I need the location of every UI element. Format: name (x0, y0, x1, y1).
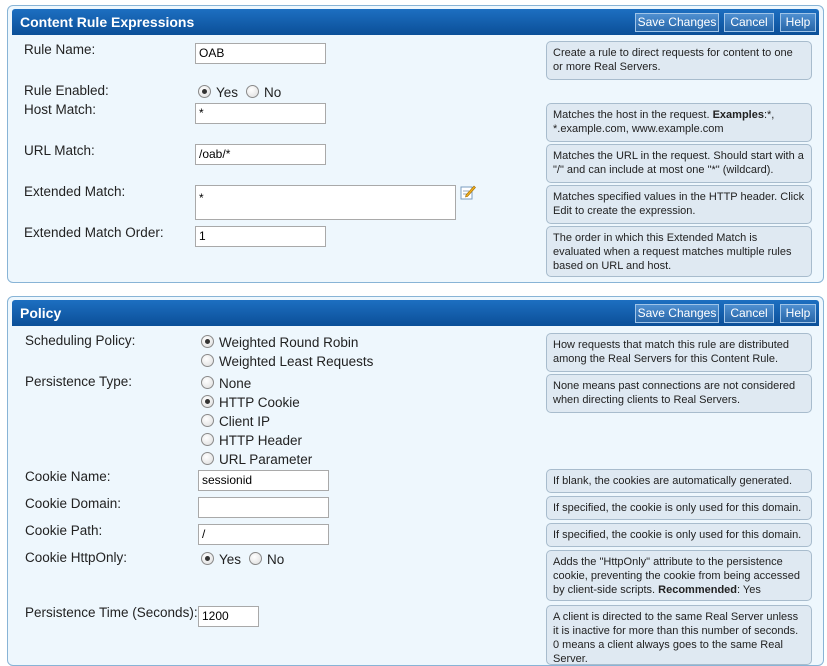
radio-unchecked-icon (249, 552, 262, 565)
host-match-input[interactable]: * (195, 103, 326, 124)
cookie-path-input[interactable]: / (198, 524, 329, 545)
persistence-option-url-parameter[interactable]: URL Parameter (201, 452, 312, 467)
radio-unchecked-icon (201, 376, 214, 389)
persistence-time-help: A client is directed to the same Real Server unless it is inactive for more than this number of seconds. 0 means a client always goes to the same Real Server. (546, 605, 812, 665)
cookie-httponly-label: Cookie HttpOnly: (25, 550, 128, 565)
content-rule-title: Content Rule Expressions (20, 14, 195, 30)
cookie-name-input[interactable]: sessionid (198, 470, 329, 491)
cookie-httponly-yes-radio[interactable]: Yes (201, 552, 241, 567)
scheduling-option-weighted-least-requests[interactable]: Weighted Least Requests (201, 354, 373, 369)
persistence-option-client-ip[interactable]: Client IP (201, 414, 270, 429)
cookie-name-label: Cookie Name: (25, 469, 111, 484)
url-match-input[interactable]: /oab/* (195, 144, 326, 165)
edit-pencil-icon[interactable] (460, 184, 476, 200)
cookie-httponly-no-radio[interactable]: No (249, 552, 284, 567)
rule-enabled-no-radio[interactable]: No (246, 85, 281, 100)
radio-checked-icon (201, 335, 214, 348)
scheduling-policy-help: How requests that match this rule are distributed among the Real Servers for this Content Rule. (546, 333, 812, 372)
cookie-path-help: If specified, the cookie is only used for this domain. (546, 523, 812, 547)
cancel-button[interactable]: Cancel (724, 304, 774, 323)
persistence-option-none[interactable]: None (201, 376, 251, 391)
url-match-help: Matches the URL in the request. Should start with a "/" and can include at most one "*" (wildcard). (546, 144, 812, 183)
rule-name-label: Rule Name: (24, 42, 96, 57)
rule-enabled-label: Rule Enabled: (24, 83, 109, 98)
radio-unchecked-icon (246, 85, 259, 98)
extended-match-help: Matches specified values in the HTTP header. Click Edit to create the expression. (546, 185, 812, 224)
persistence-type-label: Persistence Type: (25, 374, 133, 389)
radio-unchecked-icon (201, 433, 214, 446)
help-button[interactable]: Help (780, 13, 816, 32)
scheduling-option-weighted-round-robin[interactable]: Weighted Round Robin (201, 335, 358, 350)
rule-name-help: Create a rule to direct requests for content to one or more Real Servers. (546, 41, 812, 80)
cookie-path-label: Cookie Path: (25, 523, 103, 538)
radio-unchecked-icon (201, 414, 214, 427)
extended-match-order-label: Extended Match Order: (24, 225, 164, 240)
persistence-time-label: Persistence Time (Seconds): (25, 605, 198, 620)
extended-match-label: Extended Match: (24, 184, 126, 199)
url-match-label: URL Match: (24, 143, 95, 158)
radio-checked-icon (201, 552, 214, 565)
save-changes-button[interactable]: Save Changes (635, 304, 719, 323)
scheduling-policy-label: Scheduling Policy: (25, 333, 136, 348)
content-rule-header (12, 9, 819, 35)
cookie-httponly-help: Adds the "HttpOnly" attribute to the persistence cookie, preventing the cookie from being accessed by client-side scripts. Recommended: Yes (546, 550, 812, 601)
radio-checked-icon (201, 395, 214, 408)
save-changes-button[interactable]: Save Changes (635, 13, 719, 32)
host-match-label: Host Match: (24, 102, 97, 117)
extended-match-textarea[interactable]: * (195, 185, 456, 220)
cookie-domain-help: If specified, the cookie is only used for this domain. (546, 496, 812, 520)
policy-title: Policy (20, 305, 62, 321)
persistence-option-http-cookie[interactable]: HTTP Cookie (201, 395, 300, 410)
rule-enabled-yes-radio[interactable]: Yes (198, 85, 238, 100)
radio-unchecked-icon (201, 354, 214, 367)
radio-checked-icon (198, 85, 211, 98)
policy-header (12, 300, 819, 326)
persistence-type-help: None means past connections are not considered when directing clients to Real Servers. (546, 374, 812, 413)
cancel-button[interactable]: Cancel (724, 13, 774, 32)
persistence-time-input[interactable]: 1200 (198, 606, 259, 627)
cookie-name-help: If blank, the cookies are automatically generated. (546, 469, 812, 493)
host-match-help: Matches the host in the request. Examples:*, *.example.com, www.example.com (546, 103, 812, 142)
cookie-domain-label: Cookie Domain: (25, 496, 122, 511)
extended-match-order-help: The order in which this Extended Match is evaluated when a request matches multiple rules based on URL and host. (546, 226, 812, 277)
radio-unchecked-icon (201, 452, 214, 465)
help-button[interactable]: Help (780, 304, 816, 323)
rule-name-input[interactable]: OAB (195, 43, 326, 64)
extended-match-order-input[interactable]: 1 (195, 226, 326, 247)
cookie-domain-input[interactable] (198, 497, 329, 518)
persistence-option-http-header[interactable]: HTTP Header (201, 433, 302, 448)
